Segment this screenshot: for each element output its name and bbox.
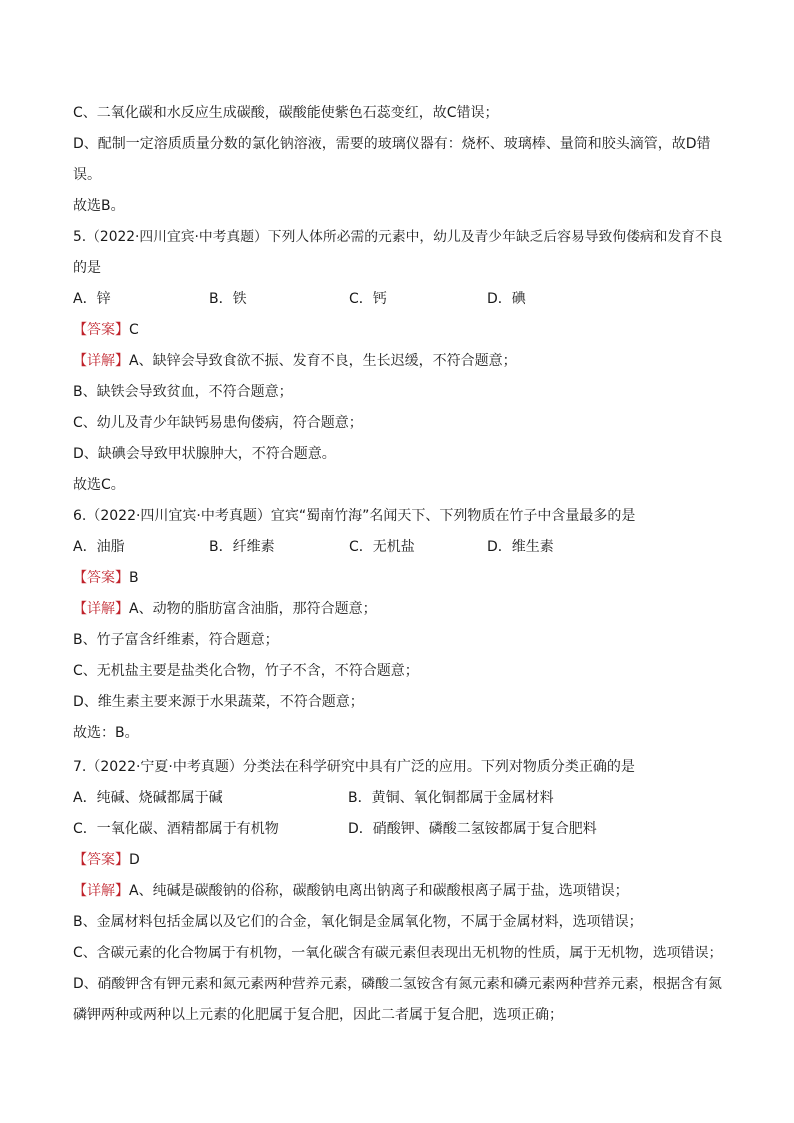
q7-detail-tag: 【详解】 [73,883,129,899]
q7-detail-line1 [73,881,723,901]
q5-detail-line3: C、幼儿及青少年缺钙易患佝偻病，符合题意； [73,415,363,431]
q5-answer-tag: 【答案】 [73,322,129,338]
q6-detail-line4: D、维生素主要来源于水果蔬菜，不符合题意； [73,694,364,710]
q6-answer-tag: 【答案】 [73,570,129,586]
q6-detail-line2: B、竹子富含纤维素，符合题意； [73,632,279,648]
intro-option-c-explanation: C、二氧化碳和水反应生成碳酸，碳酸能使紫色石蕊变红，故C错误； [73,105,499,121]
q5-answer-value: C [129,322,139,338]
q6-option-b: B．纤维素 [209,539,275,555]
q6-option-c: C．无机盐 [349,539,415,555]
q5-conclusion: 故选C。 [73,477,125,493]
q6-detail-text: A、动物的脂肪富含油脂，那符合题意； [129,601,377,617]
q5-option-b: B．铁 [209,291,247,307]
q5-option-d: D．碘 [487,291,526,307]
q7-detail-line2: B、金属材料包括金属以及它们的合金，氧化铜是金属氧化物，不属于金属材料，选项错误； [73,914,643,930]
q7-answer-tag: 【答案】 [73,852,129,868]
q7-stem-line1: 7.（2022·宁夏·中考真题）分类法在科学研究中具有广泛的应用。下列对物质分类正确的是 [73,759,635,775]
q6-answer [73,568,723,588]
q6-detail-tag: 【详解】 [73,601,129,617]
q6-detail-line1 [73,599,723,619]
q7-option-c: C．一氧化碳、酒精都属于有机物 [73,821,279,837]
q6-answer-value: B [129,570,139,586]
q5-stem-line1: 5.（2022·四川宜宾·中考真题）下列人体所必需的元素中，幼儿及青少年缺乏后容易导致佝偻病和发育不良 [73,229,723,245]
q7-option-b: B．黄铜、氧化铜都属于金属材料 [348,790,554,806]
q6-detail-line3: C、无机盐主要是盐类化合物，竹子不含，不符合题意； [73,663,419,679]
q5-option-c: C．钙 [349,291,387,307]
intro-conclusion: 故选B。 [73,198,125,214]
q7-option-a: A．纯碱、烧碱都属于碱 [73,790,223,806]
q7-detail-line3: C、含碳元素的化合物属于有机物，一氧化碳含有碳元素但表现出无机物的性质，属于无机物，选项错误； [73,945,723,961]
intro-option-d-explanation-line2: 误。 [73,167,101,183]
q7-answer-value: D [129,852,140,868]
q6-conclusion: 故选：B。 [73,725,139,741]
q5-detail-line4: D、缺碘会导致甲状腺肿大，不符合题意。 [73,446,336,462]
q5-option-a: A．锌 [73,291,111,307]
q7-option-d: D．硝酸钾、磷酸二氢铵都属于复合肥料 [348,821,597,837]
q7-detail-line4: D、硝酸钾含有钾元素和氮元素两种营养元素，磷酸二氢铵含有氮元素和磷元素两种营养元素，根据含有氮 [73,976,722,992]
intro-option-d-explanation-line1: D、配制一定溶质质量分数的氯化钠溶液，需要的玻璃仪器有：烧杯、玻璃棒、量筒和胶头滴管，故D错 [73,136,711,152]
q6-option-a: A．油脂 [73,539,125,555]
q6-stem-line1: 6.（2022·四川宜宾·中考真题）宜宾“蜀南竹海”名闻天下、下列物质在竹子中含量最多的是 [73,508,636,524]
q6-option-d: D．维生素 [487,539,554,555]
q5-detail-line1 [73,351,723,371]
q7-detail-text: A、纯碱是碳酸钠的俗称，碳酸钠电离出钠离子和碳酸根离子属于盐，选项错误； [129,883,629,899]
q7-detail-line5: 磷钾两种或两种以上元素的化肥属于复合肥，因此二者属于复合肥，选项正确； [73,1007,563,1023]
q5-detail-text: A、缺锌会导致食欲不振、发育不良，生长迟缓，不符合题意； [129,353,517,369]
q5-detail-line2: B、缺铁会导致贫血，不符合题意； [73,384,293,400]
q5-answer [73,320,723,340]
q5-stem-line2: 的是 [73,260,101,276]
q5-detail-tag: 【详解】 [73,353,129,369]
q7-answer [73,850,723,870]
